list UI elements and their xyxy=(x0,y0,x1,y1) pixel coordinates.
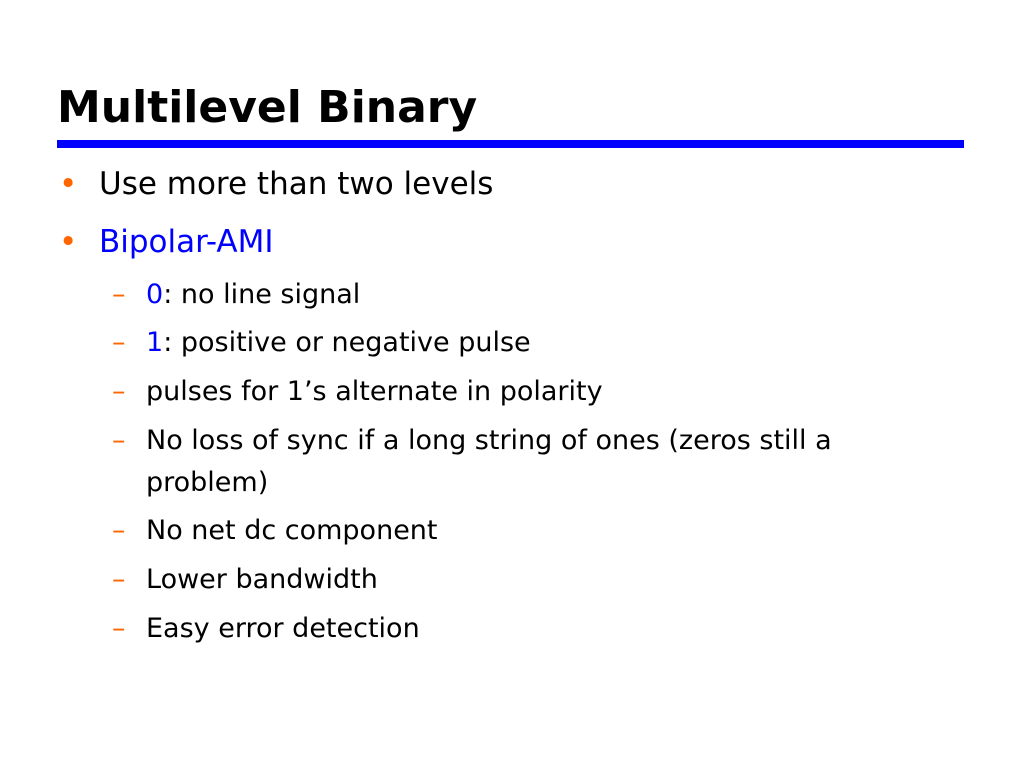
sub-bullet-item xyxy=(112,371,942,413)
dash-marker: – xyxy=(112,515,126,546)
sub-bullet-item xyxy=(112,510,942,552)
sub-bullet-item xyxy=(112,420,942,504)
bullet-marker: • xyxy=(59,166,78,202)
sub-bullet-text: Easy error detection xyxy=(146,613,420,644)
bullet-text: Bipolar-AMI xyxy=(99,224,274,260)
dash-marker: – xyxy=(112,564,126,595)
slide-title: Multilevel Binary xyxy=(57,82,478,133)
sub-bullet-text: No net dc component xyxy=(146,515,438,546)
sub-bullet-item xyxy=(112,274,942,316)
sub-bullet-text: : no line signal xyxy=(163,279,361,310)
dash-marker: – xyxy=(112,279,126,310)
sub-bullet-item xyxy=(112,559,942,601)
bullet-text: Use more than two levels xyxy=(99,166,494,202)
sub-bullet-text: Lower bandwidth xyxy=(146,564,378,595)
sub-bullet-text: pulses for 1’s alternate in polarity xyxy=(146,376,603,407)
sub-bullet-text: : positive or negative pulse xyxy=(163,327,531,358)
sub-bullet-key: 1 xyxy=(146,327,164,358)
dash-marker: – xyxy=(112,425,126,456)
sub-bullet-item xyxy=(112,608,942,650)
sub-bullet-key: 0 xyxy=(146,279,164,310)
bullet-marker: • xyxy=(59,224,78,260)
dash-marker: – xyxy=(112,613,126,644)
sub-bullet-item xyxy=(112,322,942,364)
dash-marker: – xyxy=(112,327,126,358)
dash-marker: – xyxy=(112,376,126,407)
sub-bullet-text: No loss of sync if a long string of ones (zeros still a problem) xyxy=(146,425,832,498)
